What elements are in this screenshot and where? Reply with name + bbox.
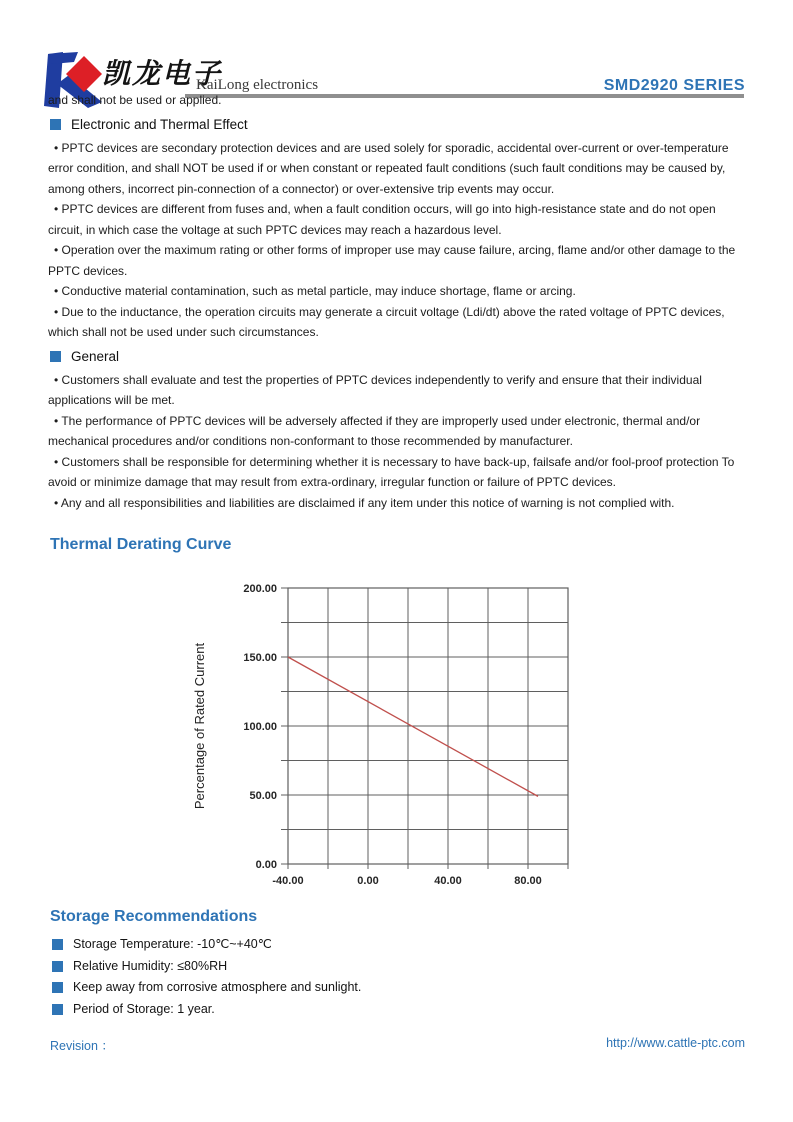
section-heading-electronic-thermal [48,114,746,136]
svg-text:80.00: 80.00 [514,875,542,887]
storage-item-text: Period of Storage: 1 year. [73,1001,215,1016]
storage-item [50,956,745,978]
svg-text:0.00: 0.00 [357,875,379,887]
storage-item-text: Keep away from corrosive atmosphere and sunlight. [73,980,362,994]
svg-text:50.00: 50.00 [249,790,277,802]
warning-text-block [48,90,746,513]
blue-square-bullet-icon [50,119,61,130]
page-footer [50,1036,745,1054]
section-title: Electronic and Thermal Effect [71,116,248,132]
svg-text:100.00: 100.00 [243,721,277,733]
website-link[interactable]: http://www.cattle-ptc.com [606,1036,745,1050]
blue-square-bullet-icon [52,961,63,972]
storage-item [50,999,745,1021]
bullet-paragraph: • Due to the inductance, the operation circuits may generate a circuit voltage (Ldi/dt) above the rated voltage of PPTC devices, which shall not be used under such circumstances. [48,302,746,343]
series-title: SMD2920 SERIES [603,77,745,94]
bullet-paragraph: • The performance of PPTC devices will be adversely affected if they are improperly used under electronic, thermal and/or mechanical procedures and/or conditions non-conformant to those recommended by manufacturer. [48,411,746,452]
bullet-paragraph: • PPTC devices are secondary protection devices and are used solely for sporadic, accidental over-current or over-temperature error condition, and shall NOT be used if or when constant or repeated fault conditions (such fault conditions may be caused by, among others, incorrect pin-connection of a connector) or over-extensive trip events may occur. [48,138,746,200]
bullet-paragraph: • Customers shall be responsible for determining whether it is necessary to have back-up, failsafe and/or fool-proof protection To avoid or minimize damage that may result from extra-ordinary, irregular function or failure of PPTC devices. [48,452,746,493]
storage-item [50,934,745,956]
bullet-paragraph: • Any and all responsibilities and liabilities are disclaimed if any item under this notice of warning is not complied with. [48,493,746,514]
storage-heading: Storage Recommendations [50,908,258,925]
bullet-paragraph: • Conductive material contamination, such as metal particle, may induce shortage, flame or arcing. [48,281,746,302]
svg-text:200.00: 200.00 [243,583,277,595]
svg-text:Percentage of Rated Current: Percentage of Rated Current [192,642,207,810]
svg-text:150.00: 150.00 [243,652,277,664]
storage-recommendations-section [50,908,745,1020]
svg-text:-40.00: -40.00 [272,875,304,887]
thermal-derating-chart [180,572,590,902]
derating-chart-svg [180,572,590,902]
blue-square-bullet-icon [52,939,63,950]
section-title: General [71,348,120,364]
logo-subtext: KaiLong electronics [196,77,319,93]
svg-text:40.00: 40.00 [434,875,462,887]
bullet-paragraph: • Customers shall evaluate and test the properties of PPTC devices independently to verify and ensure that their individual applications will be met. [48,370,746,411]
svg-text:0.00: 0.00 [255,859,277,871]
blue-square-bullet-icon [50,351,61,362]
revision-label: Revision ： [50,1039,114,1053]
storage-item-text: Relative Humidity: ≤80%RH [73,958,228,973]
derating-curve-heading: Thermal Derating Curve [50,536,232,553]
logo-chinese-text: 凯龙电子 [102,58,223,89]
bullet-paragraph: • Operation over the maximum rating or other forms of improper use may cause failure, arcing, flame and/or other damage to the PPTC devices. [48,240,746,281]
blue-square-bullet-icon [52,1004,63,1015]
intro-line: and shall not be used or applied. [48,93,222,107]
section-heading-general [48,346,746,368]
storage-item-text: Storage Temperature: -10℃~+40℃ [73,937,272,951]
storage-item [50,977,745,999]
bullet-paragraph: • PPTC devices are different from fuses and, when a fault condition occurs, will go into high-resistance state and do not open circuit, in which case the voltage at such PPTC devices may reach a hazardous level. [48,199,746,240]
blue-square-bullet-icon [52,982,63,993]
